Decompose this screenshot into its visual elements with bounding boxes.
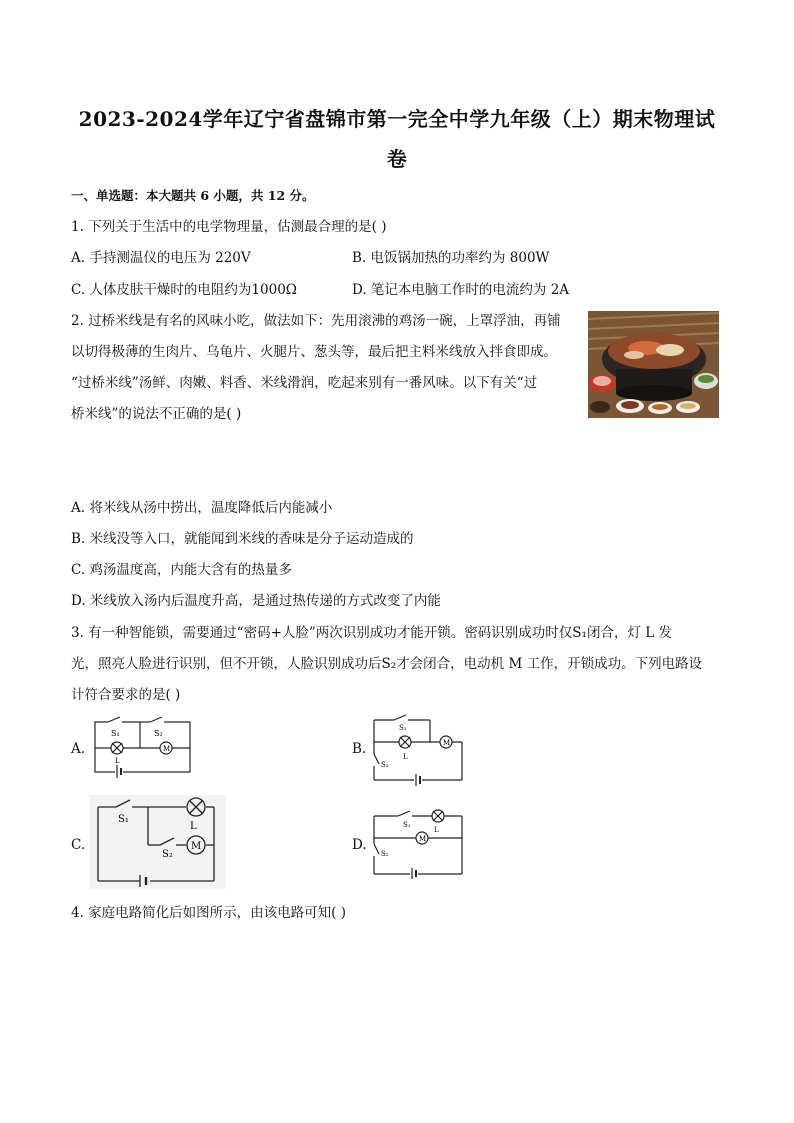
circuit-c-lamp-text: L (190, 821, 197, 832)
q2-stem-line2: 以切得极薄的生肉片、乌龟片、火腿片、葱头等，最后把主料米线放入拌食即成。 (71, 344, 557, 360)
q2-stem-line1: 2. 过桥米线是有名的风味小吃，做法如下：先用滚沸的鸡汤一碗，上罩浮油，再铺 (71, 313, 561, 329)
circuit-b-motor-text: M (443, 739, 451, 747)
circuit-d-s2-text: S₂ (381, 850, 389, 858)
q3-stem-line3: 计符合要求的是( ) (71, 687, 181, 703)
q3-stem-line2: 光，照亮人脸进行识别，但不开锁，人脸识别成功后S₂才会闭合，电动机 M 工作，开锁成功。下列电路设 (71, 656, 703, 672)
section-heading: 一、单选题：本大题共 6 小题，共 12 分。 (71, 188, 315, 203)
q1-option-b: B. 电饭锅加热的功率约为 800W (352, 250, 550, 266)
circuit-d-motor-text: M (419, 835, 427, 843)
circuit-a-lamp-text: L (115, 757, 120, 765)
circuit-b-s2-text: S₂ (381, 761, 389, 769)
circuit-a-motor-text: M (163, 745, 171, 753)
circuit-diagram-a (90, 716, 195, 781)
q2-option-d: D. 米线放入汤内后温度升高，是通过热传递的方式改变了内能 (71, 593, 441, 609)
q3-option-c-label: C. (71, 837, 86, 853)
circuit-d-lamp-text: L (434, 826, 439, 834)
circuit-b-lamp-text: L (403, 753, 408, 761)
circuit-c-s2-text: S₂ (162, 849, 173, 860)
q2-option-c: C. 鸡汤温度高，内能大含有的热量多 (71, 562, 292, 578)
q2-option-b: B. 米线没等入口，就能闻到米线的香味是分子运动造成的 (71, 531, 414, 547)
circuit-c-s1-text: S₁ (118, 814, 129, 825)
circuit-diagram-d (370, 806, 466, 880)
exam-title-line1: 2023-2024学年辽宁省盘锦市第一完全中学九年级（上）期末物理试 (78, 107, 716, 131)
circuit-diagram-c (90, 795, 226, 889)
circuit-diagram-b (370, 714, 466, 786)
q1-option-c: C. 人体皮肤干燥时的电阻约为1000Ω (71, 282, 297, 298)
circuit-b-s1-text: S₁ (399, 724, 407, 732)
q3-stem-line1: 3. 有一种智能锁，需要通过“密码+人脸”两次识别成功才能开锁。密码识别成功时仅S₁闭合，灯 L 发 (71, 625, 672, 641)
q1-option-a: A. 手持测温仪的电压为 220V (71, 250, 251, 266)
rice-noodle-photo (588, 311, 719, 418)
circuit-a-s1-text: S₁ (111, 729, 120, 738)
q2-option-a: A. 将米线从汤中捞出，温度降低后内能减小 (71, 500, 333, 516)
q3-option-b-label: B. (352, 741, 367, 757)
circuit-a-s2-text: S₂ (154, 729, 163, 738)
q3-option-d-label: D. (352, 837, 367, 853)
circuit-d-s1-text: S₁ (403, 821, 411, 829)
circuit-c-motor-text: M (191, 841, 202, 852)
exam-title-line2: 卷 (386, 147, 408, 171)
q2-stem-line4: 桥米线”的说法不正确的是( ) (71, 406, 242, 422)
q3-option-a-label: A. (71, 741, 86, 757)
q4-stem: 4. 家庭电路简化后如图所示，由该电路可知( ) (71, 905, 346, 921)
q1-option-d: D. 笔记本电脑工作时的电流约为 2A (352, 282, 570, 298)
q2-stem-line3: “过桥米线”汤鲜、肉嫩、料香、米线滑润，吃起来别有一番风味。以下有关“过 (71, 375, 538, 391)
q1-stem: 1. 下列关于生活中的电学物理量，估测最合理的是( ) (71, 219, 387, 235)
